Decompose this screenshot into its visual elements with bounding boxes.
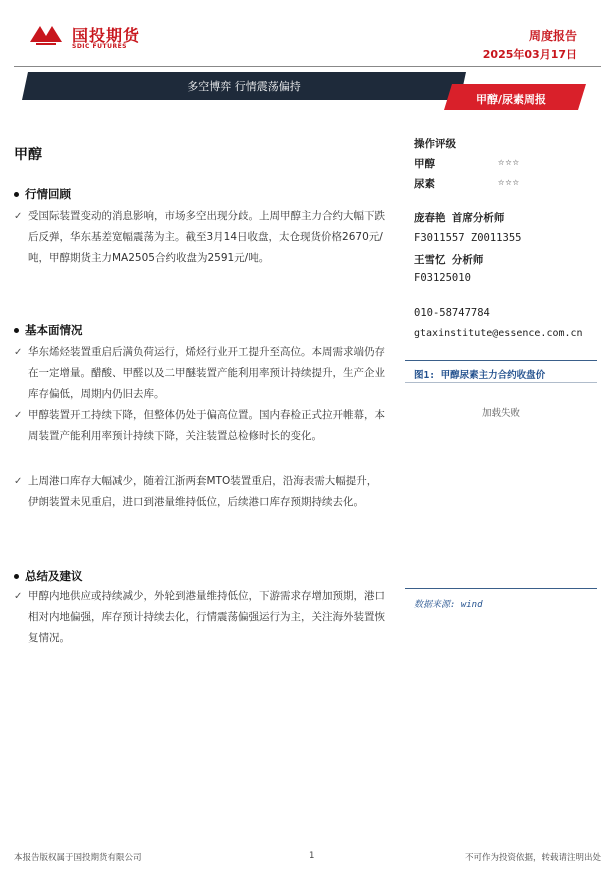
analyst-license: F03125010: [414, 272, 471, 284]
list-item: [14, 206, 386, 269]
list-item-text: 甲醇内地供应或持续减少，外轮到港量维持低位，下游需求存增加预期，港口相对内地偏强，库存预计持续去化，行情震荡偏强运行为主，关注海外装置恢复情况。: [28, 590, 385, 644]
rating-title: 操作评级: [414, 138, 456, 150]
check-icon: ✓: [14, 591, 23, 602]
rating-row: [414, 156, 520, 171]
list-item: [14, 471, 386, 513]
figure-source: 数据来源: wind: [414, 600, 483, 610]
logo-text-en: SDIC FUTURES: [72, 43, 128, 50]
list-item: [14, 405, 386, 447]
footer-copyright: 本报告版权属于国投期货有限公司: [14, 853, 142, 863]
list-item-text: 受国际装置变动的消息影响，市场多空出现分歧。上周甲醇主力合约大幅下跌后反弹，华东基差宽幅震荡为主。截至3月14日收盘，太仓现货价格2670元/吨，甲醇期货主力MA2505合约收盘为2591元/吨。: [28, 210, 385, 264]
report-type: 周度报告: [528, 29, 577, 43]
logo-text-cn: 国投期货: [72, 26, 141, 45]
check-icon: ✓: [14, 410, 23, 421]
rating-row: [414, 176, 520, 191]
contact-phone: 010-58747784: [414, 307, 490, 319]
figure-load-failed: 加载失败: [481, 408, 520, 419]
figure-top-rule: [405, 360, 597, 361]
footer-disclaimer: 不可作为投资依据，转载请注明出处: [464, 853, 601, 863]
check-icon: ✓: [14, 476, 23, 487]
rating-name: 甲醇: [414, 158, 435, 170]
analyst-name: 庞春艳 首席分析师: [414, 212, 505, 224]
contact-email: gtaxinstitute@essence.com.cn: [414, 328, 583, 339]
list-item-text: 甲醇装置开工持续下降，但整体仍处于偏高位置。国内春检正式拉开帷幕，本周装置产能利用率预计持续下降，关注装置总检修时长的变化。: [28, 409, 385, 442]
bullet-dot: [14, 192, 19, 197]
section-heading-label: 总结及建议: [25, 569, 83, 583]
analyst-license: F3011557 Z0011355: [414, 232, 522, 244]
figure-title-rule: [405, 382, 597, 383]
list-item-text: 上周港口库存大幅减少，随着江浙两套MTO装置重启，沿海表需大幅提升，伊朗装置未见重启，进口到港量维持低位，后续港口库存预期持续去化。: [28, 475, 378, 508]
section-heading-summary: [14, 568, 83, 584]
star-rating-icon: ☆☆☆: [498, 156, 520, 168]
section-heading-review: [14, 186, 71, 202]
banner-tag-label: 甲醇/尿素周报: [475, 93, 547, 106]
section-heading-label: 行情回顾: [25, 187, 71, 201]
list-item: [14, 342, 386, 405]
section-heading-fundamentals: [14, 322, 83, 338]
page-number: 1: [309, 851, 315, 861]
company-logo: [26, 22, 146, 50]
figure-bottom-rule: [405, 588, 597, 589]
rating-name: 尿素: [414, 178, 435, 190]
bullet-dot: [14, 574, 19, 579]
section-heading-label: 基本面情况: [25, 323, 83, 337]
check-icon: ✓: [14, 211, 23, 222]
check-icon: ✓: [14, 347, 23, 358]
list-item: [14, 586, 386, 649]
figure-title: 图1: 甲醇尿素主力合约收盘价: [414, 370, 546, 381]
banner-title: 多空博弈 行情震荡偏持: [187, 80, 301, 93]
star-rating-icon: ☆☆☆: [498, 176, 520, 188]
bullet-dot: [14, 328, 19, 333]
logo-mark-icon: [26, 22, 66, 48]
report-date: 2025年03月17日: [482, 48, 577, 61]
page-title: 甲醇: [14, 147, 42, 163]
analyst-name: 王雪忆 分析师: [414, 254, 484, 266]
header-divider: [14, 66, 601, 67]
list-item-text: 华东烯烃装置重启后满负荷运行，烯烃行业开工提升至高位。本周需求端仍存在一定增量。醋酸、甲醛以及二甲醚装置产能利用率预计持续提升，生产企业库存偏低，周期内仍旧去库。: [28, 346, 385, 400]
